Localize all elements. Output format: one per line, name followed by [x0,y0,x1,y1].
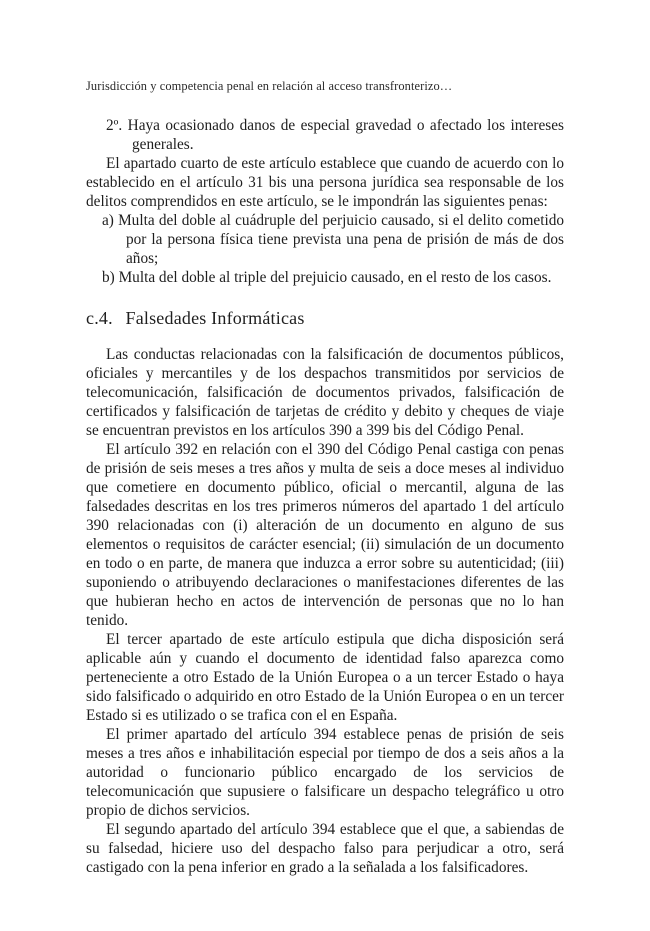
list-item-b: b) Multa del doble al triple del prejuicio causado, en el resto de los casos. [102,269,552,286]
paragraph: El tercer apartado de este artículo estipula que dicha disposición será aplicable aún y cuando el documento de identidad falso aparezca como perteneciente a otro Estado de la Unión Europea o a un tercer Estado o haya sido falsificado o adquirido en otro Estado de la Unión Europea o en un tercer Estado si es utilizado o se trafica con el en España. [86,631,564,724]
list-item-a: a) Multa del doble al cuádruple del perjuicio causado, si el delito cometido por la persona física tiene prevista una pena de prisión de más de dos años; [102,212,564,267]
paragraph: Las conductas relacionadas con la falsificación de documentos públicos, oficiales y mercantiles y de los despachos transmitidos por servicios de telecomunicación, falsificación de documentos privados, falsificación de certificados y falsificación de tarjetas de crédito y debito y cheques de viaje se encuentran previstos en los artículos 390 a 399 bis del Código Penal. [86,346,564,439]
section-title: Falsedades Informáticas [125,308,305,328]
paragraph-apartado-cuarto: El apartado cuarto de este artículo establece que cuando de acuerdo con lo establecido en el artículo 31 bis una persona jurídica sea responsable de los delitos comprendidos en este artículo, se le impondrán las siguientes penas: [86,155,564,210]
section-number: c.4. [86,308,113,328]
section-heading [86,307,564,329]
paragraph: El artículo 392 en relación con el 390 del Código Penal castiga con penas de prisión de seis meses a tres años y multa de seis a doce meses al individuo que cometiere en documento público, oficial o mercantil, alguna de las falsedades descritas en los tres primeros números del apartado 1 del artículo 390 relacionadas con (i) alteración de un documento en alguno de sus elementos o requisitos de carácter esencial; (ii) simulación de un documento en todo o en parte, de manera que induzca a error sobre su autenticidad; (iii) suponiendo o atribuyendo declaraciones o manifestaciones diferentes de las que hubieran hecho en actos de intervención de personas que no lo han tenido. [86,441,564,629]
paragraph: El segundo apartado del artículo 394 establece que el que, a sabiendas de su falsedad, hiciere uso del despacho falso para perjudicar a otro, será castigado con la pena inferior en grado a la señalada a los falsificadores. [86,821,564,876]
document-page [86,78,564,877]
paragraph: El primer apartado del artículo 394 establece penas de prisión de seis meses a tres años e inhabilitación especial por tiempo de dos a seis años a la autoridad o funcionario público encargado de los servicios de telecomunicación que supusiere o falsificare un despacho telegráfico u otro propio de dichos servicios. [86,726,564,819]
body-text [86,116,564,287]
running-header: Jurisdicción y competencia penal en relación al acceso transfronterizo… [86,79,453,93]
list-item-2: 2º. Haya ocasionado danos de especial gravedad o afectado los intereses generales. [106,117,564,153]
section-body [86,345,564,877]
